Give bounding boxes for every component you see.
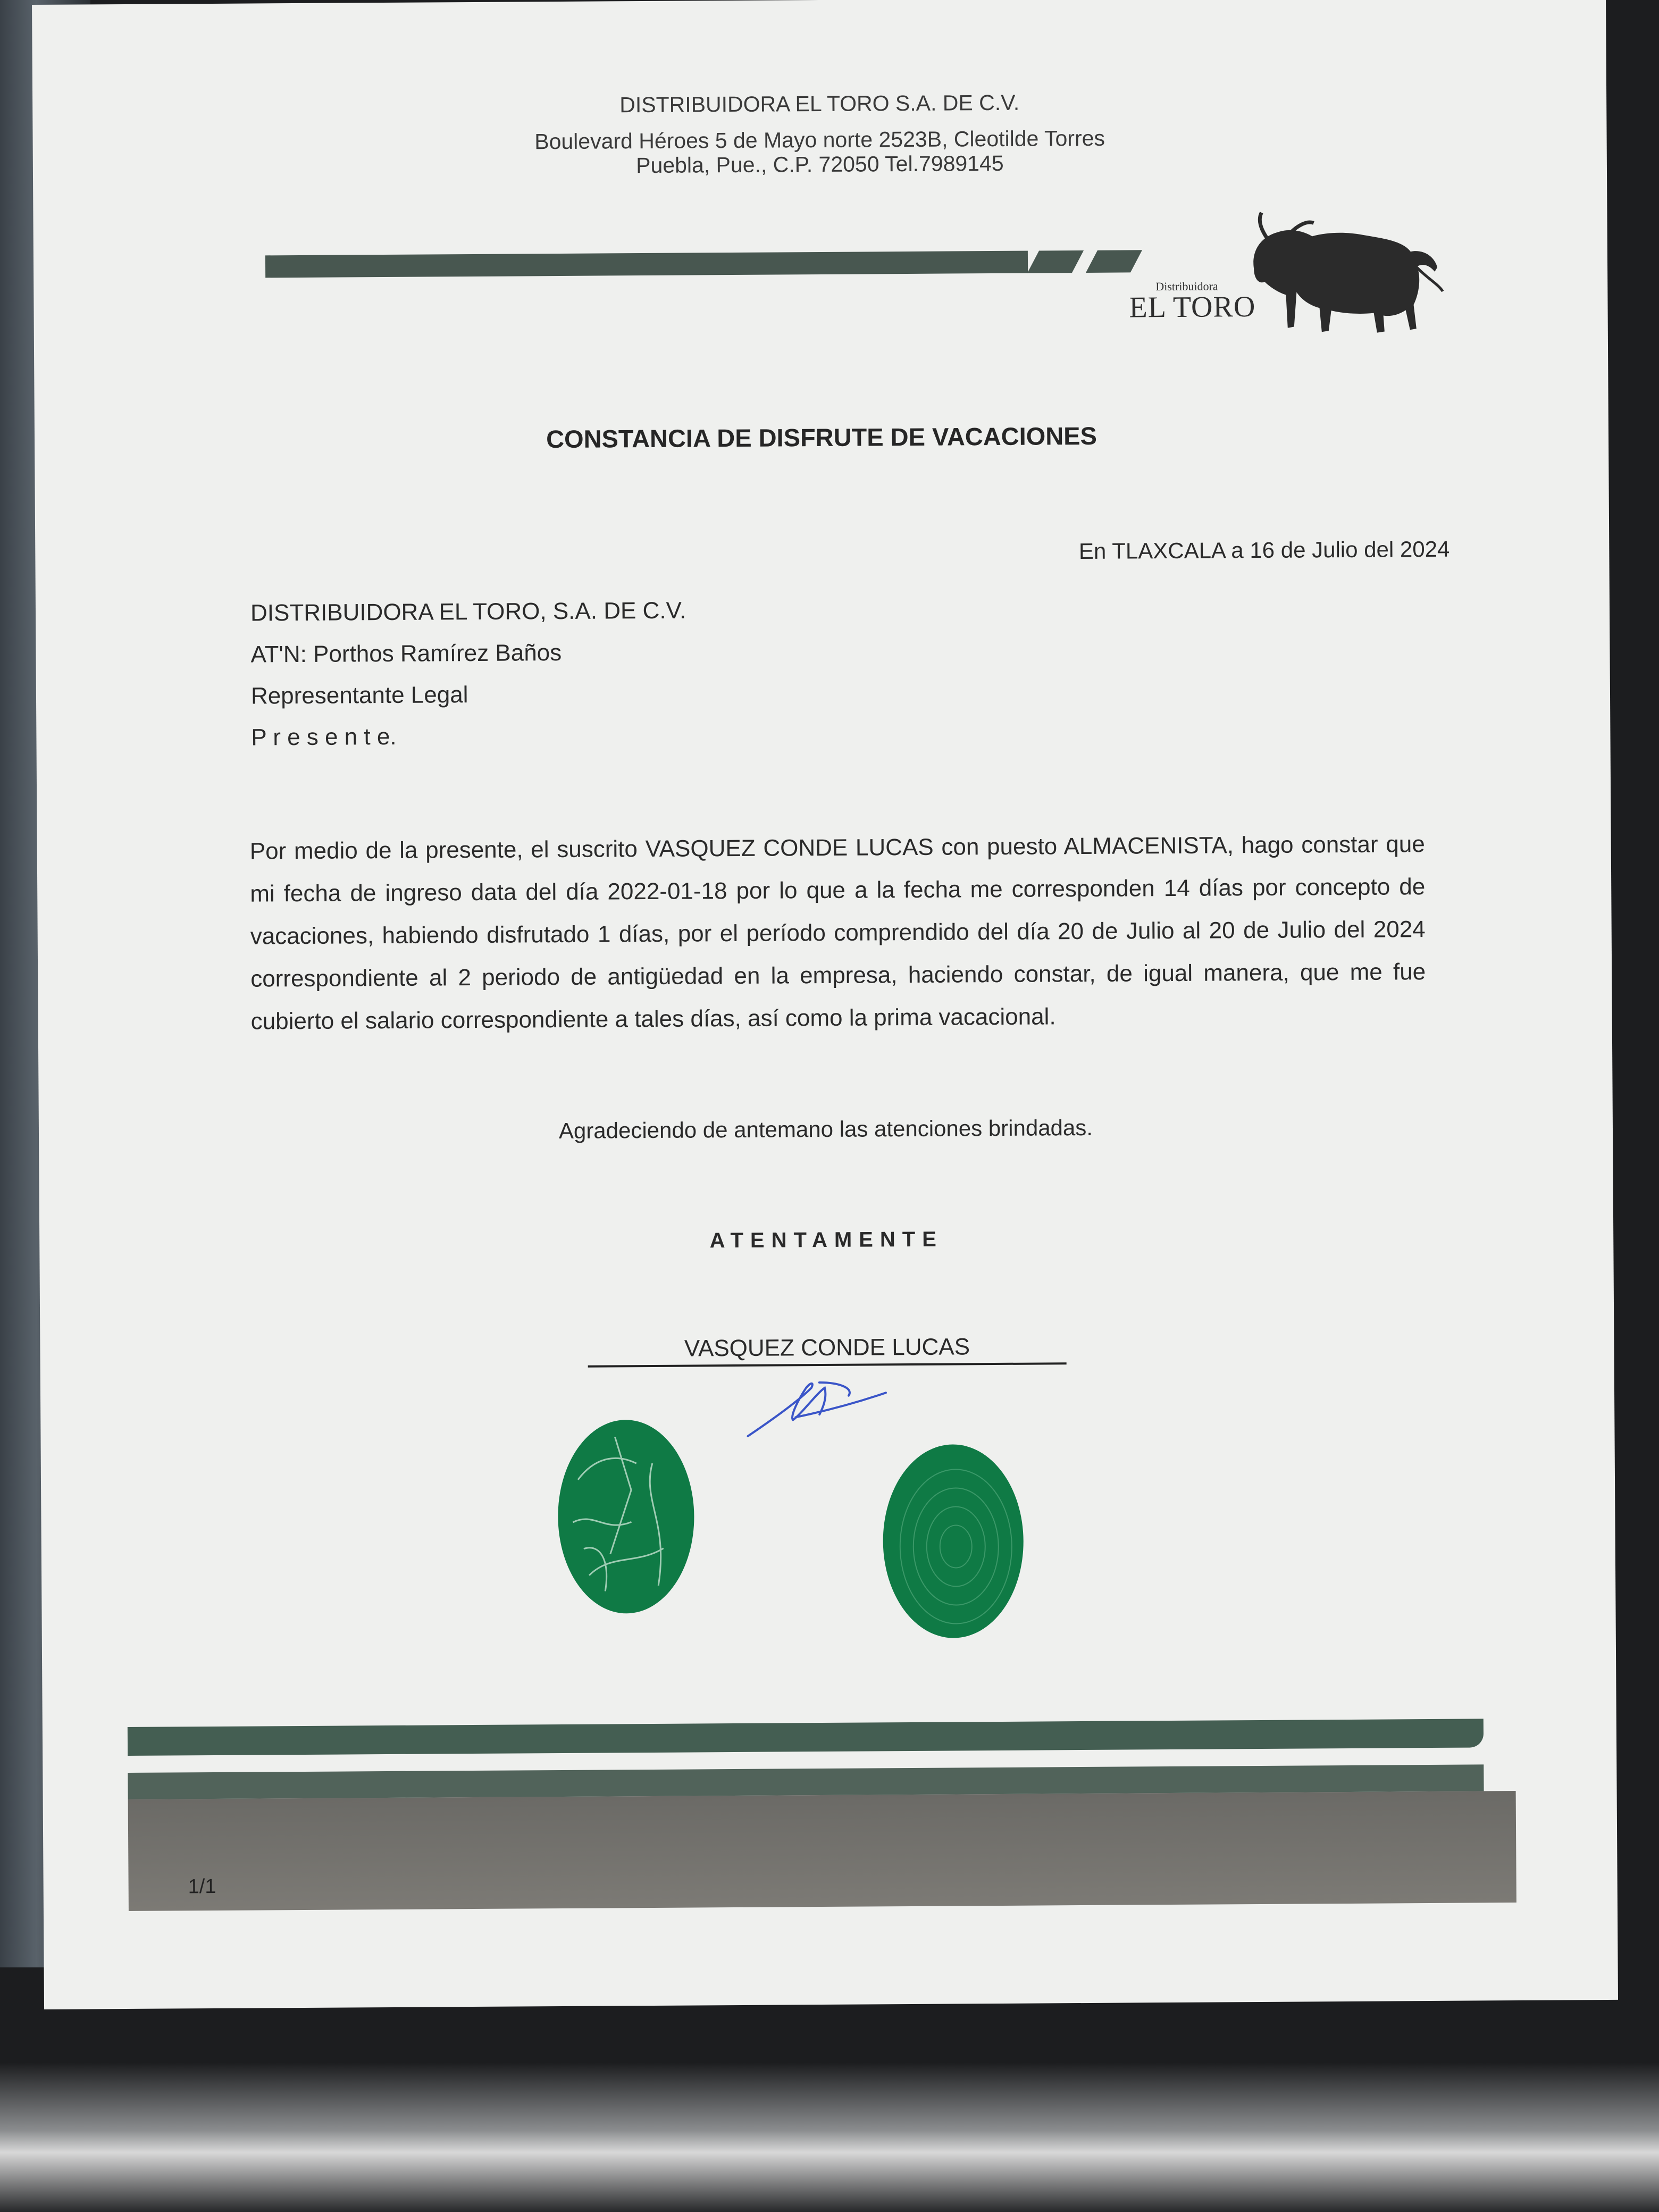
body-paragraph: Por medio de la presente, el suscrito VASQUEZ CONDE LUCAS con puesto ALMACENISTA, hago constar que mi fecha de ingreso data del día 2022-01-18 por lo que a la fecha me corresponden 14 días por concepto de vacaciones, habiendo disfrutado 1 días, por el período comprendido del día 20 de Julio al 20 de Julio del 2024 correspondiente al 2 periodo de antigüedad en la empresa, haciendo constar, de igual manera, que me fue cubierto el salario correspondiente a tales días, así como la prima vacacional. [249,831,1426,1035]
logo-name: EL TORO [1129,290,1256,324]
addressee-attention: AT'N: Porthos Ramírez Baños [250,639,562,668]
place-date: En TLAXCALA a 16 de Julio del 2024 [1078,536,1450,564]
header-bar [265,251,1028,278]
document-page [32,0,1618,2009]
background-bottom [0,2063,1659,2212]
bull-logo-icon [1118,198,1448,349]
footer-band-bottom [128,1791,1516,1911]
signer-name: VASQUEZ CONDE LUCAS [684,1334,970,1362]
document-title: CONSTANCIA DE DISFRUTE DE VACACIONES [546,421,1097,454]
closing-atentamente: ATENTAMENTE [709,1227,944,1253]
letterhead-address-line2: Puebla, Pue., C.P. 72050 Tel.7989145 [636,150,1004,178]
letterhead-company: DISTRIBUIDORA EL TORO S.A. DE C.V. [619,90,1020,118]
fingerprint-right-icon [876,1440,1031,1643]
letterhead-address-line1: Boulevard Héroes 5 de Mayo norte 2523B, Cleotilde Torres [534,125,1105,154]
footer-band-top [128,1719,1484,1756]
page-number: 1/1 [188,1875,216,1898]
addressee-role: Representante Legal [250,682,468,709]
fingerprint-left-icon [551,1415,701,1618]
handwritten-signature-icon [732,1366,902,1447]
addressee-presente: P r e s e n t e. [251,723,397,751]
addressee-company: DISTRIBUIDORA EL TORO, S.A. DE C.V. [250,597,686,626]
thanks-line: Agradeciendo de antemano las atenciones brindadas. [558,1115,1093,1144]
header-bar-chevron [1027,250,1084,273]
logo-prefix: Distribuidora [1155,279,1218,294]
